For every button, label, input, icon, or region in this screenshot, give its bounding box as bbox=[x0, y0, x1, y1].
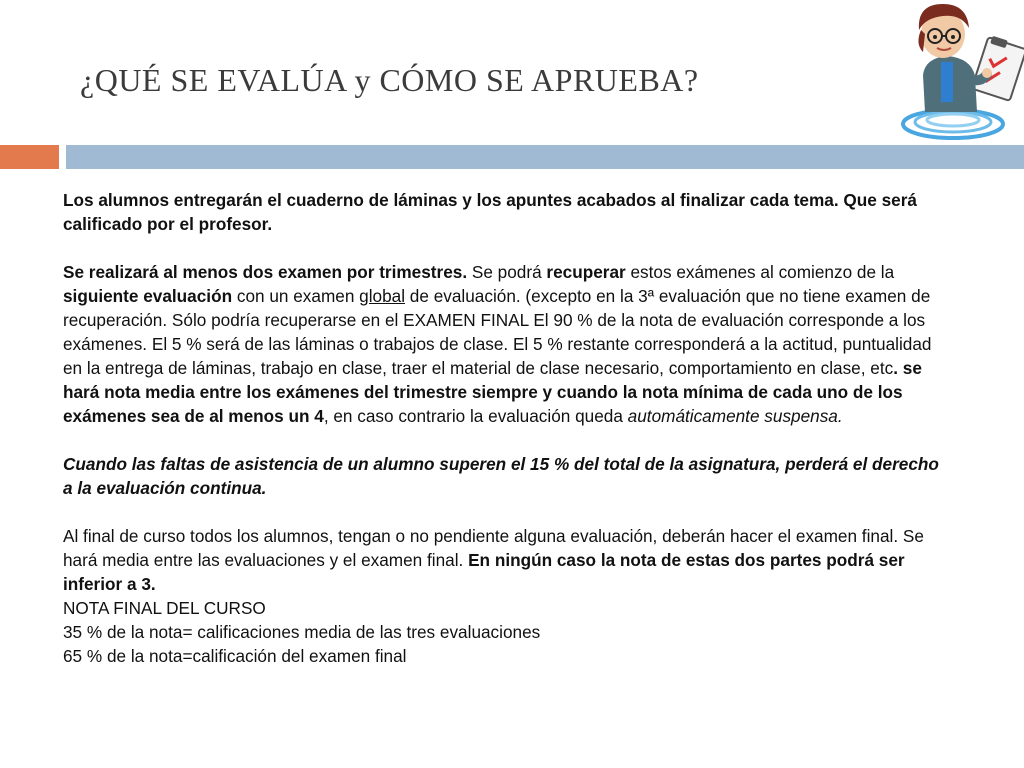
text-span: , en caso contrario la evaluación queda bbox=[323, 406, 628, 426]
text-bold: . se hará nota media entre los exámenes del trimestre siempre y cuando la nota mínima de cada uno de los exámenes sea de al menos un 4 bbox=[63, 358, 922, 426]
slide-title: ¿QUÉ SE EVALÚA y CÓMO SE APRUEBA? bbox=[80, 62, 699, 98]
final-grade-heading: NOTA FINAL DEL CURSO bbox=[63, 598, 266, 618]
paragraph-delivery bbox=[63, 188, 943, 236]
final-grade-line-1: 35 % de la nota= calificaciones media de las tres evaluaciones bbox=[63, 622, 541, 642]
text-span: Se podrá bbox=[467, 262, 547, 282]
paragraph-exams bbox=[63, 260, 943, 428]
text-italic: automáticamente suspensa. bbox=[627, 406, 843, 426]
text-bold: siguiente evaluación bbox=[63, 286, 233, 306]
text-underline: global bbox=[359, 286, 406, 306]
paragraph-attendance bbox=[63, 452, 943, 500]
text-bold: recuperar bbox=[546, 262, 626, 282]
attendance-text: Cuando las faltas de asistencia de un alumno superen el 15 % del total de la asignatura, perderá el derecho a la evaluación continua. bbox=[63, 454, 939, 498]
text-span: con un examen bbox=[232, 286, 360, 306]
accent-bar-orange bbox=[0, 145, 59, 169]
text-span: de evaluación. (excepto en la 3ª evaluación que no tiene examen de recuperación. Sólo podría recuperarse en el EXAMEN FINAL El 90 % de la nota de evaluación corresponde a los exámenes. El 5 % será de las láminas o trabajos de clase. El 5 % restante corresponderá a la actitud, puntualidad en la entrega de láminas, trabajo en clase, traer el material de clase necesario, comportamiento en clase, etc bbox=[63, 286, 932, 378]
final-grade-line-2: 65 % de la nota=calificación del examen final bbox=[63, 646, 407, 666]
exams-sentence: Se realizará al menos dos examen por trimestres. bbox=[63, 262, 468, 282]
teacher-with-clipboard-icon bbox=[895, 0, 1024, 148]
slide-body bbox=[63, 188, 943, 668]
text-span: estos exámenes al comienzo de la bbox=[625, 262, 895, 282]
text-span: Al final de curso todos los alumnos, tengan o no pendiente alguna evaluación, deberán hacer el examen final. Se hará media entre las evaluaciones y el examen final. bbox=[63, 526, 924, 570]
accent-bar-blue bbox=[66, 145, 1024, 169]
text-bold: En ningún caso la nota de estas dos partes podrá ser inferior a 3. bbox=[63, 550, 905, 594]
delivery-text: Los alumnos entregarán el cuaderno de láminas y los apuntes acabados al finalizar cada tema. Que será calificado por el profesor. bbox=[63, 190, 917, 234]
paragraph-final-exam bbox=[63, 524, 943, 596]
